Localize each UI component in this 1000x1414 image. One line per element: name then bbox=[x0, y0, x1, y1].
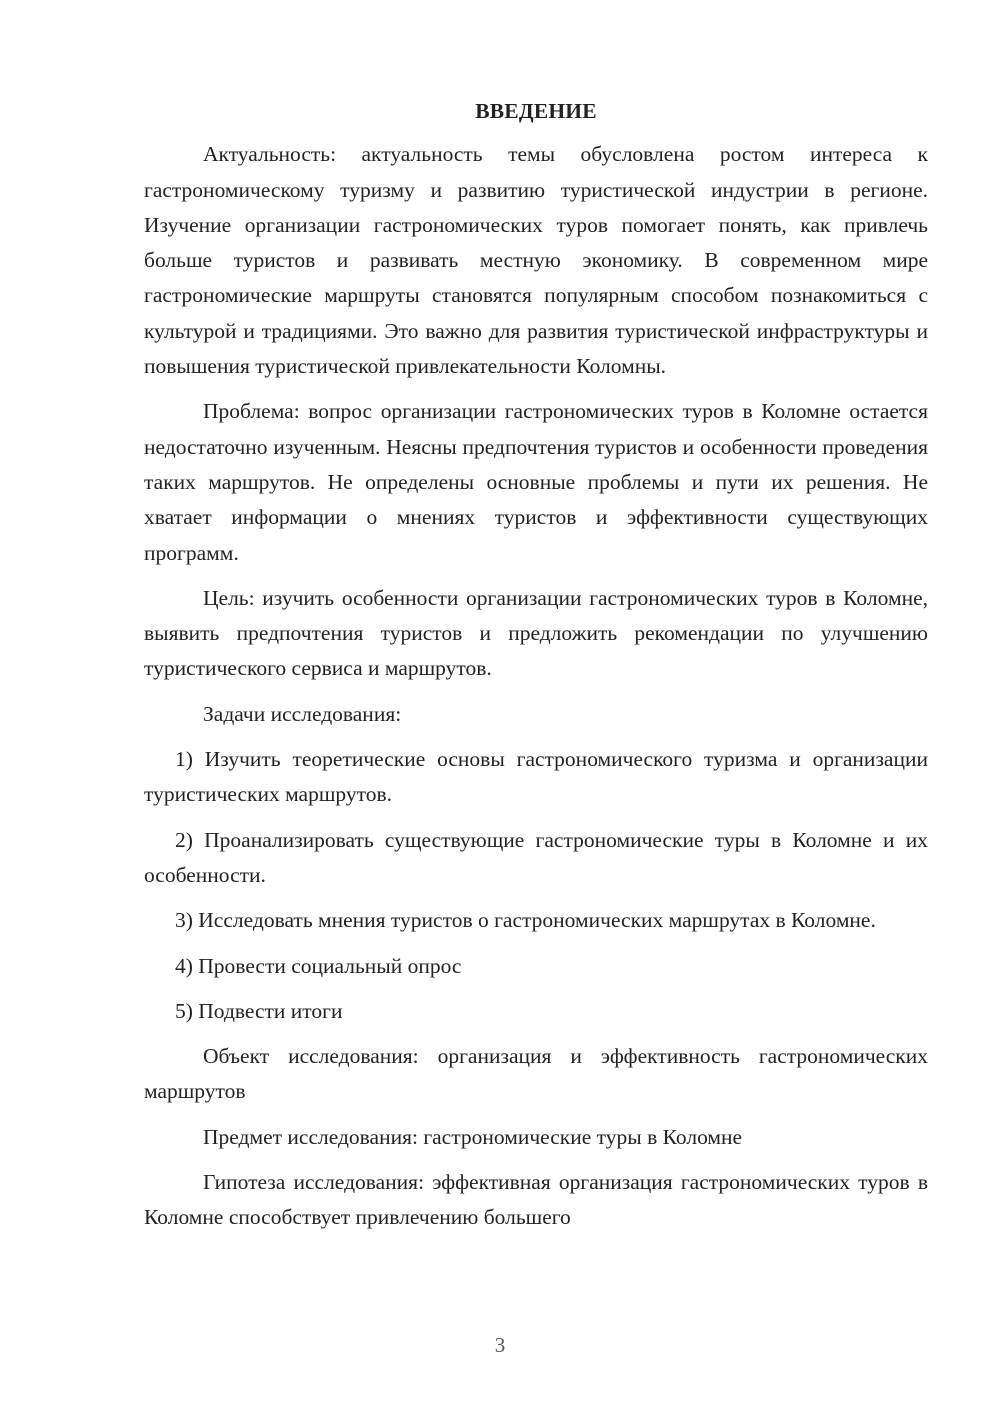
relevance-paragraph: Актуальность: актуальность темы обусловлена ростом интереса к гастрономическому туризму и развитию туристической индустрии в регионе. Изучение организации гастрономических туров помогает понять, как привлечь больше туристов и развивать местную экономику. В современном мире гастрономические маршруты становятся популярным способом познакомиться с культурой и традициями. Это важно для развития туристической инфраструктуры и повышения туристической привлекательности Коломны. bbox=[144, 142, 928, 379]
document-page bbox=[144, 94, 928, 1246]
task-item: 4) Провести социальный опрос bbox=[175, 953, 462, 978]
problem-paragraph: Проблема: вопрос организации гастрономических туров в Коломне остается недостаточно изученным. Неясны предпочтения туристов и особенности проведения таких маршрутов. Не определены основные проблемы и пути их решения. Не хватает информации о мнениях туристов и эффективности существующих программ. bbox=[144, 399, 928, 565]
task-item: 5) Подвести итоги bbox=[175, 998, 343, 1023]
task-item: 1) Изучить теоретические основы гастрономического туризма и организации туристических маршрутов. bbox=[144, 747, 928, 807]
object-paragraph: Объект исследования: организация и эффективность гастрономических маршрутов bbox=[144, 1044, 928, 1104]
task-item: 3) Исследовать мнения туристов о гастрономических маршрутах в Коломне. bbox=[175, 908, 876, 933]
task-item: 2) Проанализировать существующие гастрономические туры в Коломне и их особенности. bbox=[144, 827, 928, 887]
tasks-heading: Задачи исследования: bbox=[203, 701, 402, 726]
goal-paragraph: Цель: изучить особенности организации гастрономических туров в Коломне, выявить предпочтения туристов и предложить рекомендации по улучшению туристического сервиса и маршрутов. bbox=[144, 585, 928, 681]
section-heading: ВВЕДЕНИЕ bbox=[475, 99, 597, 123]
page-number: 3 bbox=[494, 1333, 506, 1357]
subject-paragraph: Предмет исследования: гастрономические туры в Коломне bbox=[203, 1124, 743, 1149]
hypothesis-paragraph: Гипотеза исследования: эффективная организация гастрономических туров в Коломне способствует привлечению большего bbox=[144, 1170, 928, 1230]
